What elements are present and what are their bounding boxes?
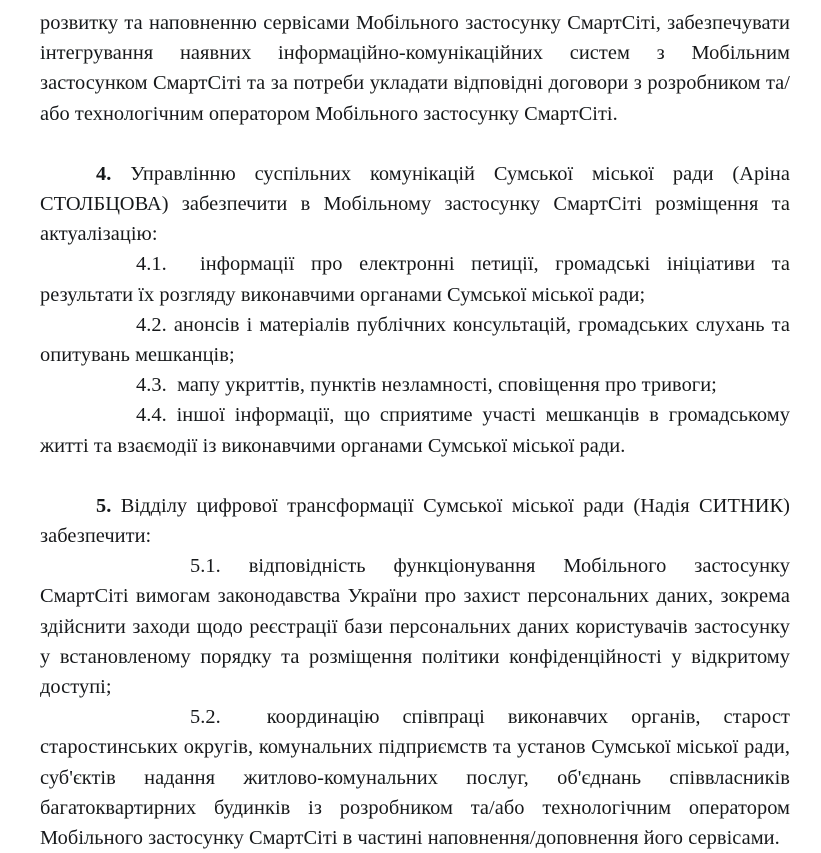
paragraph-item-4-4 (40, 400, 790, 460)
paragraph-continued (40, 8, 790, 129)
item-number-5-1: 5.1. (190, 555, 221, 578)
paragraph-text: розвитку та наповненню сервісами Мобільного застосунку СмартСіті, забезпечувати інтегрування наявних інформаційно-комунікаційних систем з Мобільним застосунком СмартСіті та за потреби укладати відповідні договори з розробником та/або технологічним оператором Мобільного застосунку СмартСіті. (40, 12, 790, 125)
paragraph-text: анонсів і матеріалів публічних консультацій, громадських слухань та опитувань мешканців; (40, 313, 790, 367)
paragraph-item-4-2 (40, 310, 790, 370)
paragraph-spacer (40, 461, 790, 491)
item-number-4-4: 4.4. (136, 404, 167, 427)
item-number-4-3: 4.3. (136, 374, 167, 397)
document-body (40, 8, 790, 853)
paragraph-text: відповідність функціонування Мобільного застосунку СмартСіті вимогам законодавства України про захист персональних даних, зокрема здійснити заходи щодо реєстрації бази персональних даних користувачів застосунку у встановленому порядку та розміщення політики конфіденційності у відкритому доступі; (40, 555, 790, 699)
item-number-4-2: 4.2. (136, 313, 167, 336)
paragraph-text: іншої інформації, що сприятиме участі мешканців в громадському житті та взаємодії із виконавчими органами Сумської міської ради. (40, 404, 790, 457)
paragraph-item-4-1 (40, 249, 790, 309)
paragraph-text: інформації про електронні петиції, громадські ініціативи та результати їх розгляду виконавчими органами Сумської міської ради; (40, 253, 790, 306)
paragraph-text: Відділу цифрової трансформації Сумської міської ради (Надія СИТНИК) забезпечити: (40, 494, 790, 548)
paragraph-item-4-3 (40, 370, 790, 400)
paragraph-item-5 (40, 491, 790, 551)
item-number-4-1: 4.1. (136, 253, 167, 276)
paragraph-text: Управлінню суспільних комунікацій Сумської міської ради (Аріна СТОЛБЦОВА) забезпечити в Мобільному застосунку СмартСіті розміщення та актуалізацію: (40, 162, 790, 246)
item-number-5-2: 5.2. (190, 706, 221, 729)
paragraph-item-5-2 (40, 702, 790, 853)
paragraph-text: мапу укриттів, пунктів незламності, сповіщення про тривоги; (177, 374, 717, 397)
item-number-4: 4. (96, 162, 112, 185)
item-number-5: 5. (96, 494, 112, 517)
paragraph-text: координацію співпраці виконавчих органів, старост старостинських округів, комунальних підприємств та установ Сумської міської ради, суб'єктів надання житлово-комунальних послуг, об'єднань співвласників багатоквартирних будинків із розробником та/або технологічним оператором Мобільного застосунку СмартСіті в частині наповнення/доповнення його сервісами. (40, 706, 790, 850)
paragraph-item-5-1 (40, 551, 790, 702)
paragraph-item-4 (40, 159, 790, 250)
paragraph-spacer (40, 129, 790, 159)
